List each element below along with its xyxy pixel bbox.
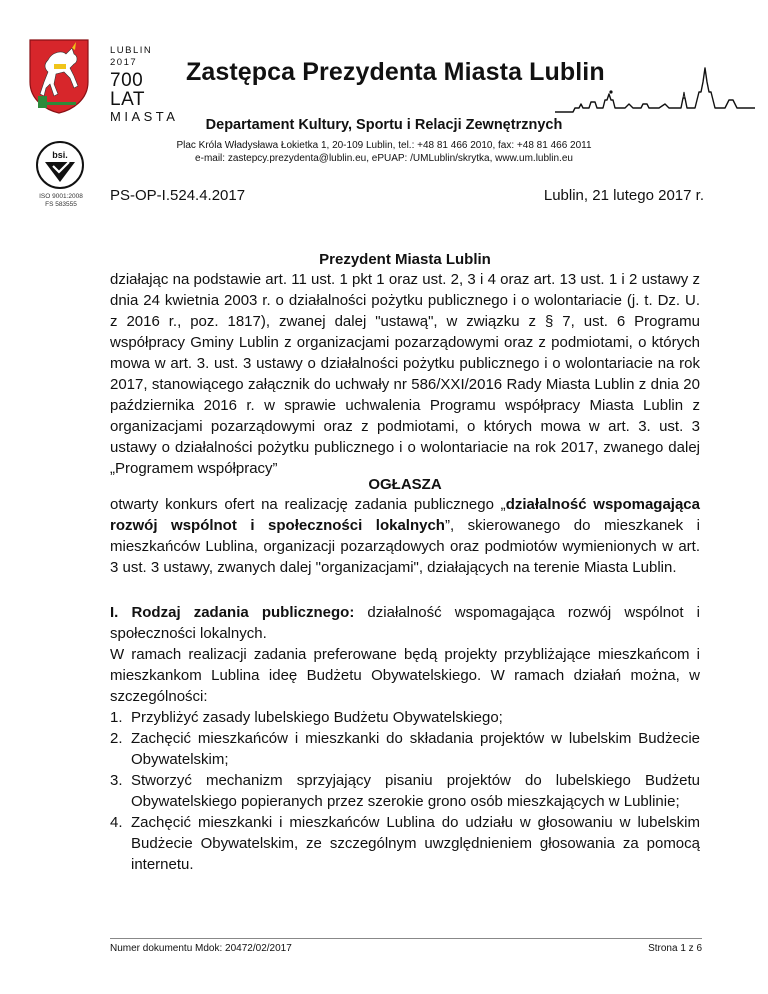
lublin-skyline-icon	[555, 64, 755, 120]
list-item-text: Zachęcić mieszkanki i mieszkańców Lublina do udziału w głosowaniu w lubelskim Budżecie Obywatelskim, ze szczególnym uwzględnieniem głosowania za pomocą internetu.	[131, 814, 700, 873]
list-item	[110, 707, 700, 728]
document-reference: PS-OP-I.524.4.2017	[110, 187, 246, 204]
announcement-heading: OGŁASZA	[368, 476, 442, 493]
address-line: Plac Króla Władysława Łokietka 1, 20-109 Lublin, tel.: +48 81 466 2010, fax: +48 81 466 2011	[176, 140, 592, 151]
list-item-text: Stworzyć mechanizm sprzyjający pisaniu projektów do lubelskiego Budżetu Obywatelskiego popieranych przez szerokie grono osób mieszkających w Lublinie;	[131, 772, 700, 810]
list-item-number: 3.	[110, 772, 123, 789]
jubilee-bottom-text: MIASTA	[110, 109, 179, 124]
iso-certificate	[30, 193, 92, 209]
announcement-paragraph	[110, 494, 700, 578]
task-type-paragraph	[110, 602, 700, 644]
list-item-number: 2.	[110, 730, 123, 747]
iso-standard: ISO 9001:2008	[39, 193, 83, 200]
legal-basis-paragraph: działając na podstawie art. 11 ust. 1 pkt 1 oraz ust. 2, 3 i 4 oraz art. 13 ust. 1 i 2 ustawy z dnia 24 kwietnia 2003 r. o działalności pożytku publicznego i o wolontariacie (j. t. Dz. U. z 2016 r., poz. 1817), zwanej dalej "ustawą", w związku z § 7, ust. 6 Programu współpracy Gminy Lublin z organizacjami pozarządowymi oraz z podmiotami, o których mowa w art. 3. ust. 3 ustawy o działalności pożytku publicznego i o wolontariacie na rok 2017, stanowiącego załącznik do uchwały nr 586/XXI/2016 Rady Miasta Lublin z dnia 20 października 2016 r. w sprawie uchwalenia Programu współpracy Miasta Lublin z organizacjami pozarządowymi oraz z podmiotami, o których mowa w art. 3. ust. 3 ustawy o działalności pożytku publicznego i o wolontariacie na rok 2017, zwanego dalej „Programem współpracy”	[110, 271, 700, 477]
page-title: Zastępca Prezydenta Miasta Lublin	[186, 58, 605, 86]
jubilee-logo	[110, 45, 179, 124]
footer-divider	[110, 938, 702, 939]
document-date: Lublin, 21 lutego 2017 r.	[543, 187, 704, 204]
task-description-paragraph: W ramach realizacji zadania preferowane będą projekty przybliżające mieszkańcom i mieszkankom Lublina ideę Budżetu Obywatelskiego. W ramach działań można, w szczególności:	[110, 646, 700, 705]
list-item	[110, 728, 700, 770]
task-name: działalność wspomagająca rozwój wspólnot i społeczności lokalnych	[110, 496, 700, 534]
task-type-label: I. Rodzaj zadania publicznego:	[110, 604, 355, 621]
activities-list	[110, 707, 700, 875]
footer-document-number: Numer dokumentu Mdok: 20472/02/2017	[110, 943, 292, 954]
list-item-text: Zachęcić mieszkańców i mieszkanki do składania projektów w lubelskim Budżecie Obywatelskim;	[131, 730, 700, 768]
contact-line: e-mail: zastepcy.prezydenta@lublin.eu, ePUAP: /UMLublin/skrytka, www.um.lublin.eu	[195, 153, 573, 164]
jubilee-top-text: LUBLIN 2017	[110, 45, 153, 68]
footer-page-number: Strona 1 z 6	[648, 943, 702, 954]
lublin-coat-of-arms-icon	[28, 38, 90, 114]
announcement-intro: otwarty konkurs ofert na realizację zadania publicznego „	[110, 496, 506, 513]
department-name: Departament Kultury, Sportu i Relacji Zewnętrznych	[205, 117, 563, 133]
list-item-number: 4.	[110, 814, 123, 831]
list-item	[110, 812, 700, 875]
jubilee-big-text: 700 LAT	[110, 70, 145, 110]
list-item-text: Przybliżyć zasady lubelskiego Budżetu Obywatelskiego;	[131, 709, 503, 726]
list-item-number: 1.	[110, 709, 123, 726]
announcement-rest: ”, skierowanego do mieszkanek i mieszkańców Lublina, organizacji pozarządowych oraz podmiotów wymienionych w art. 3 ust. 3 ustawy, zwanych dalej "organizacjami", działających na terenie Miasta Lublin.	[110, 517, 700, 576]
bsi-logo-text: bsi.	[52, 150, 68, 160]
list-item	[110, 770, 700, 812]
iso-number: FS 583555	[45, 201, 77, 208]
contact-address	[0, 139, 768, 165]
task-type-text: działalność wspomagająca rozwój wspólnot i społeczności lokalnych.	[110, 604, 700, 642]
bsi-certification-icon	[35, 140, 85, 190]
issuer-heading: Prezydent Miasta Lublin	[319, 251, 491, 268]
